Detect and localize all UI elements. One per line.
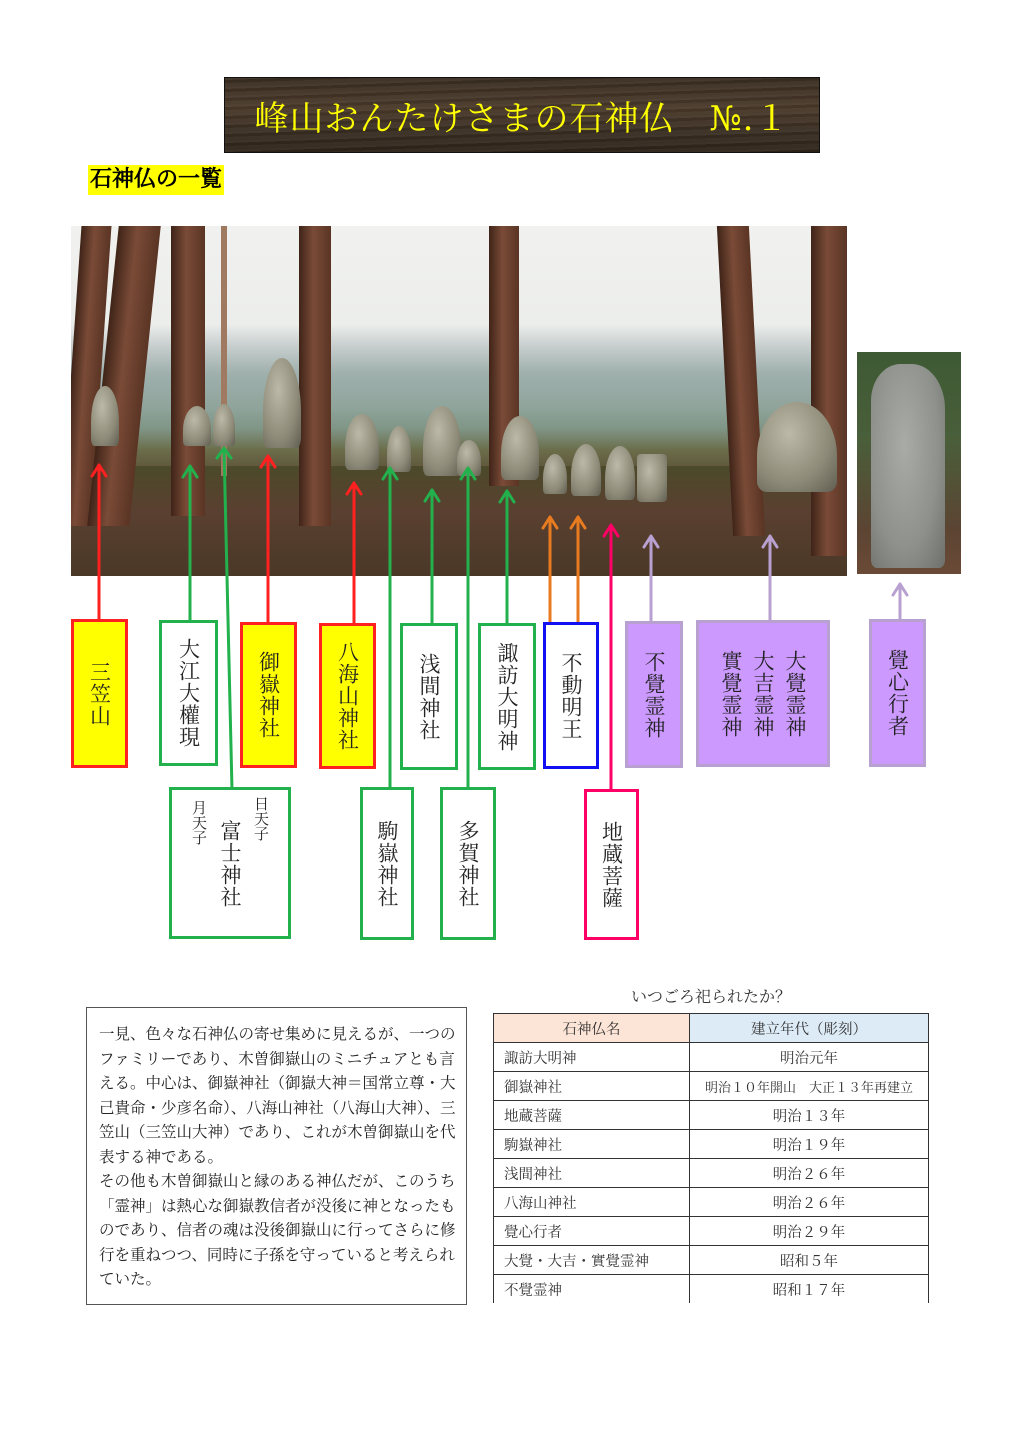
label-ontake-jinja — [240, 622, 297, 768]
label-gattenshi: 月天子 — [190, 800, 208, 845]
label-text: 三笠山 — [87, 660, 112, 727]
photo-tree — [171, 226, 205, 516]
cell-name: 駒嶽神社 — [494, 1130, 690, 1159]
cell-name: 御嶽神社 — [494, 1072, 690, 1101]
stone-monument — [345, 414, 379, 470]
table-row — [494, 1101, 929, 1130]
stone-monument — [263, 358, 301, 448]
table-row — [494, 1043, 929, 1072]
cell-date: 明治２６年 — [690, 1159, 929, 1188]
stone-monument — [605, 446, 635, 500]
stone-monument — [387, 426, 411, 472]
label-suwa-daimyojin — [478, 623, 536, 770]
description-paragraph: その他も木曽御嶽山と縁のある神仏だが、このうち「霊神」は熱心な御嶽教信者が没後に神となったものであり、信者の魂は没後御嶽山に行ってさらに修行を重ねつつ、同時に子孫を守っていると考えられていた。 — [99, 1172, 456, 1288]
stone-monument — [637, 454, 667, 502]
label-oe-daigongen — [159, 620, 218, 766]
stone-monument — [423, 406, 461, 476]
label-text: 駒嶽神社 — [375, 819, 399, 908]
cell-date: 明治２６年 — [690, 1188, 929, 1217]
stone-monument — [183, 406, 211, 446]
column-header-name: 石神仏名 — [494, 1014, 690, 1043]
cell-name: 浅間神社 — [494, 1159, 690, 1188]
label-kakushin-gyoja — [869, 619, 926, 767]
table-header-row — [494, 1014, 929, 1043]
table-row — [494, 1130, 929, 1159]
label-reijin-group — [696, 620, 830, 767]
label-taga-jinja — [440, 787, 496, 940]
label-text: 大吉霊神 — [751, 649, 775, 738]
cell-date: 明治１３年 — [690, 1101, 929, 1130]
photo-tree — [299, 226, 331, 526]
table-row — [494, 1159, 929, 1188]
label-text: 大江大權現 — [176, 638, 201, 748]
label-sengen-jinja — [400, 623, 458, 770]
label-fukaku-reijin — [625, 621, 683, 768]
stone-monument — [457, 440, 481, 476]
stone-monument — [871, 364, 945, 568]
stone-monument — [571, 444, 601, 496]
table-row — [494, 1275, 929, 1304]
label-text: 覺心行者 — [885, 649, 910, 737]
label-text: 諏訪大明神 — [495, 641, 519, 752]
table-row — [494, 1217, 929, 1246]
stone-monument — [213, 404, 235, 446]
cell-date: 昭和５年 — [690, 1246, 929, 1275]
label-mikasayama — [71, 619, 128, 768]
cell-date: 明治２９年 — [690, 1217, 929, 1246]
table-row — [494, 1246, 929, 1275]
label-text: 浅間神社 — [417, 652, 441, 741]
column-header-date: 建立年代（彫刻） — [690, 1014, 929, 1043]
description-box — [86, 1007, 467, 1305]
label-komagatake-jinja — [360, 787, 414, 940]
cell-name: 覺心行者 — [494, 1217, 690, 1246]
table-row — [494, 1188, 929, 1217]
label-text: 大覺霊神 — [783, 649, 807, 738]
label-text: 多賀神社 — [456, 819, 480, 908]
page-title: 峰山おんたけさまの石神仏 №.１ — [254, 98, 790, 139]
kakushin-gyoja-photo — [857, 352, 961, 574]
cell-name: 大覺・大吉・實覺霊神 — [494, 1246, 690, 1275]
founding-dates-table — [493, 1013, 929, 1303]
label-text: 御嶽神社 — [256, 651, 281, 739]
photo-tree — [811, 226, 847, 556]
label-text: 八海山神社 — [335, 641, 360, 751]
cell-name: 不覺霊神 — [494, 1275, 690, 1304]
cell-date: 明治１９年 — [690, 1130, 929, 1159]
table-caption: いつごろ祀られたか？ — [630, 987, 791, 1006]
label-nittenshi: 日天子 — [252, 796, 270, 841]
table-row — [494, 1072, 929, 1101]
label-text: 實覺霊神 — [719, 649, 743, 738]
cell-date: 明治１０年開山 大正１３年再建立 — [690, 1072, 929, 1101]
cell-date: 昭和１７年 — [690, 1275, 929, 1304]
cell-name: 地蔵菩薩 — [494, 1101, 690, 1130]
label-fudo-myoo — [543, 622, 599, 769]
label-text: 富士神社 — [218, 820, 242, 908]
stone-monuments-photo — [71, 226, 847, 576]
label-jizo-bosatsu — [584, 789, 639, 940]
cell-name: 諏訪大明神 — [494, 1043, 690, 1072]
description-paragraph: 一見、色々な石神仏の寄せ集めに見えるが、一つのファミリーであり、木曽御嶽山のミニチュアとも言える。中心は、御嶽神社（御嶽大神＝国常立尊・大己貴命・少彦名命）、八海山神社（八海山大神）、三笠山（三笠山大神）であり、これが木曽御嶽山を代表する神である。 — [99, 1025, 456, 1166]
label-text: 不覺霊神 — [642, 650, 666, 739]
stone-monument — [543, 454, 567, 494]
label-fuji-jinja — [169, 787, 291, 939]
section-heading: 石神仏の一覧 — [88, 165, 224, 195]
stone-monument — [501, 416, 539, 480]
cell-name: 八海山神社 — [494, 1188, 690, 1217]
label-hakkaisan-jinja — [319, 623, 376, 769]
title-banner — [224, 77, 820, 153]
cell-date: 明治元年 — [690, 1043, 929, 1072]
label-text: 地蔵菩薩 — [599, 820, 624, 909]
label-text: 不動明王 — [559, 651, 583, 740]
